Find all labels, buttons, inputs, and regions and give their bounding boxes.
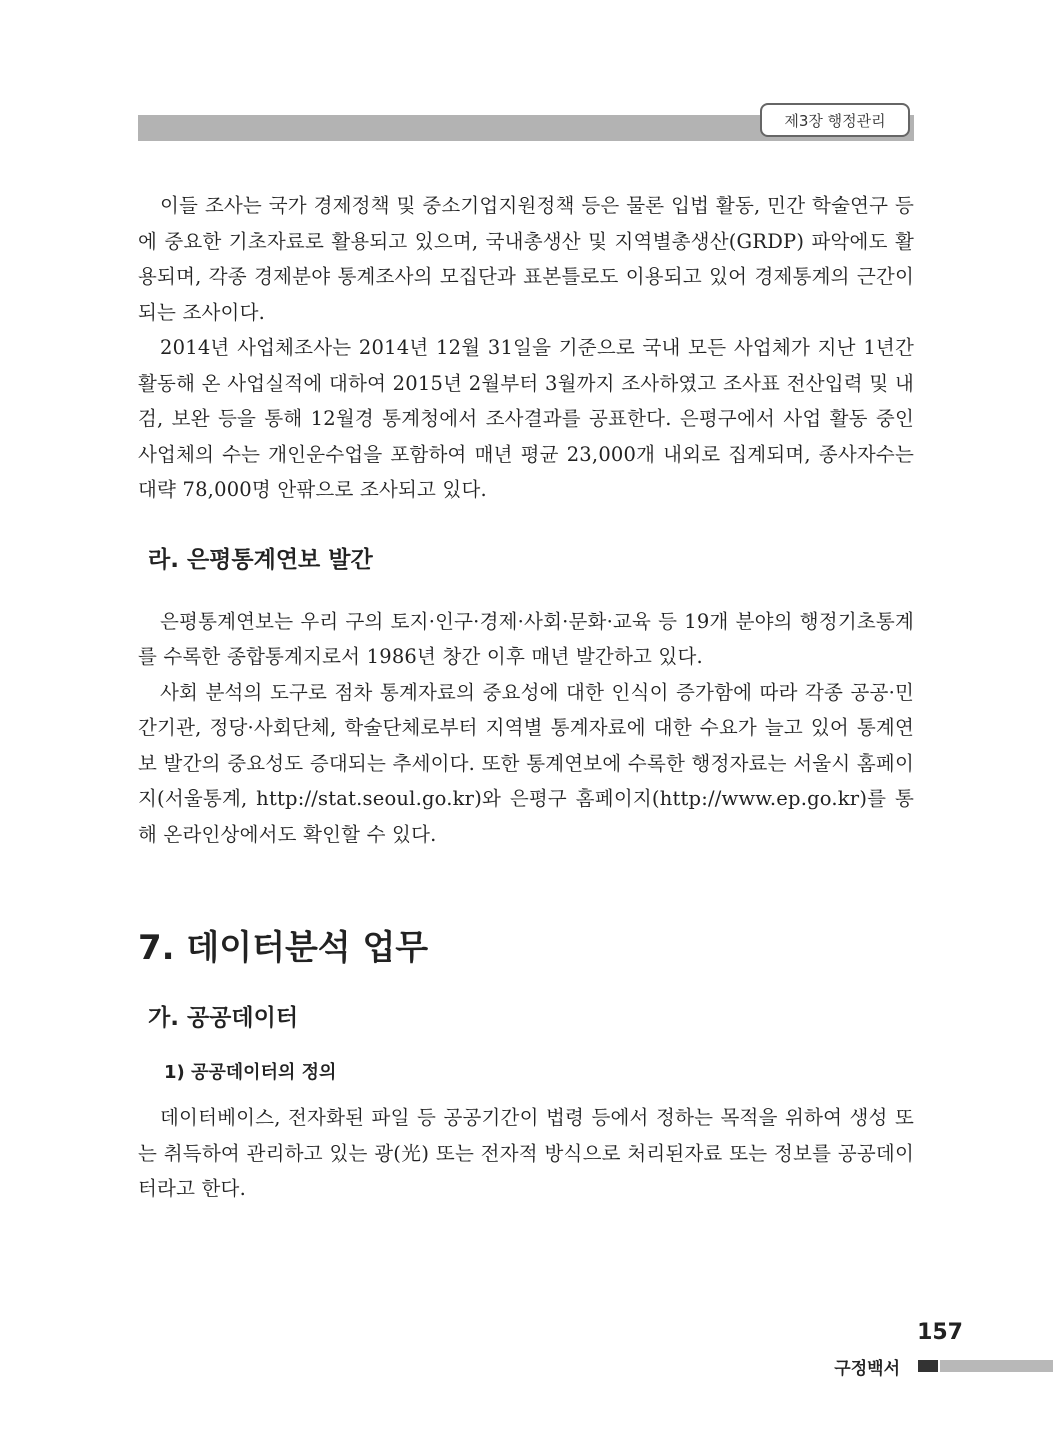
paragraph-public-data-definition: 데이터베이스, 전자화된 파일 등 공공기간이 법령 등에서 정하는 목적을 위하여 생성 또는 취득하여 관리하고 있는 광(光) 또는 전자적 방식으로 처리된자료 또는 정보를 공공데이터라고 한다. <box>138 1106 914 1200</box>
footer-bar <box>940 1360 1053 1372</box>
heading-data-analysis: 7. 데이터분석 업무 <box>138 928 429 968</box>
paragraph-business-survey-2014: 2014년 사업체조사는 2014년 12월 31일을 기준으로 국내 모든 사업체가 지난 1년간 활동해 온 사업실적에 대하여 2015년 2월부터 3월까지 조사하였고 조사표 전산입력 및 내검, 보완 등을 통해 12월경 통계청에서 조사결과를 공표한다. 은평구에서 사업 활동 중인 사업체의 수는 개인운수업을 포함하여 매년 평균 23,000개 내외로 집계되며, 종사자수는 대략 78,000명 안팎으로 조사되고 있다. <box>138 336 914 501</box>
footer-block <box>918 1360 938 1372</box>
page-number: 157 <box>917 1320 963 1345</box>
book-title: 구정백서 <box>834 1359 900 1379</box>
heading-public-data-definition: 1) 공공데이터의 정의 <box>164 1062 337 1083</box>
page-content <box>138 188 914 1207</box>
paragraph-yearbook-importance: 사회 분석의 도구로 점차 통계자료의 중요성에 대한 인식이 증가함에 따라 각종 공공·민간기관, 정당·사회단체, 학술단체로부터 지역별 통계자료에 대한 수요가 늘고 있어 통계연보 발간의 중요성도 증대되는 추세이다. 또한 통계연보에 수록한 행정자료는 서울시 홈페이지(서울통계, http://stat.seoul.go.kr)와 은평구 홈페이지(http://www.ep.go.kr)를 통해 온라인상에서도 확인할 수 있다. <box>138 680 914 846</box>
paragraph-yearbook-overview: 은평통계연보는 우리 구의 토지·인구·경제·사회·문화·교육 등 19개 분야의 행정기초통계를 수록한 종합통계지로서 1986년 창간 이후 매년 발간하고 있다. <box>138 609 914 668</box>
paragraph-survey-usage: 이들 조사는 국가 경제정책 및 중소기업지원정책 등은 물론 입법 활동, 민간 학술연구 등에 중요한 기초자료로 활용되고 있으며, 국내총생산 및 지역별총생산(GRDP) 파악에도 활용되며, 각종 경제분야 통계조사의 모집단과 표본틀로도 이용되고 있어 경제통계의 근간이 되는 조사이다. <box>138 194 914 324</box>
heading-public-data: 가. 공공데이터 <box>148 1005 299 1031</box>
chapter-tab: 제3장 행정관리 <box>760 103 910 137</box>
heading-statistics-yearbook: 라. 은평통계연보 발간 <box>148 546 373 573</box>
